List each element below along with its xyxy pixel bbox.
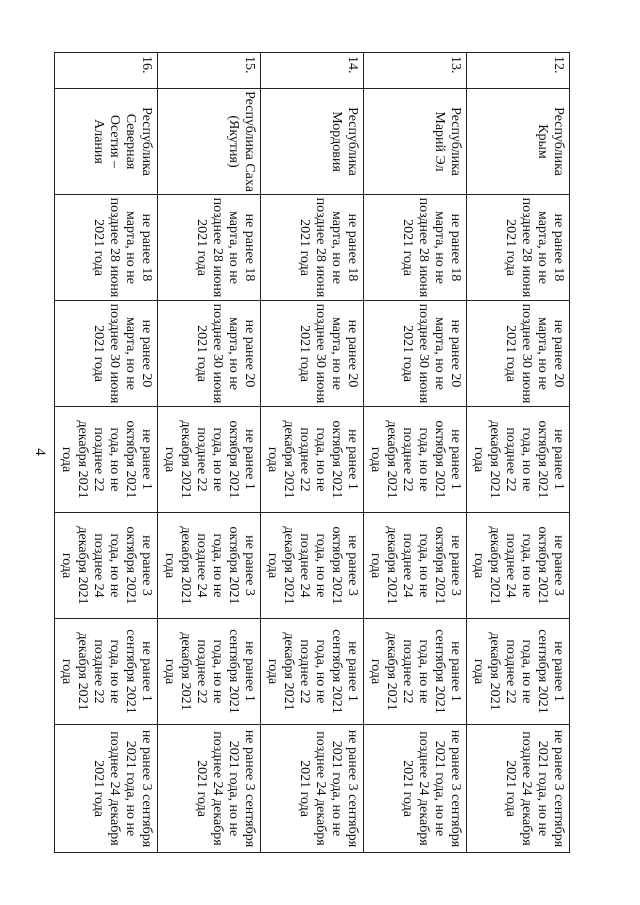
- row-number: 14.: [261, 53, 364, 89]
- period-cell: не ранее 3 октября 2021 года, но не позднее 24 декабря 2021 года: [55, 513, 158, 619]
- period-cell: не ранее 20 марта, но не позднее 30 июня 2021 года: [261, 301, 364, 407]
- period-cell: не ранее 3 сентября 2021 года, но не позднее 24 декабря 2021 года: [158, 725, 261, 853]
- period-cell: не ранее 18 марта, но не позднее 28 июня 2021 года: [261, 195, 364, 301]
- period-cell: не ранее 1 сентября 2021 года, но не позднее 22 декабря 2021 года: [261, 619, 364, 725]
- row-number: 16.: [55, 53, 158, 89]
- period-cell: не ранее 1 октября 2021 года, но не позднее 22 декабря 2021 года: [55, 407, 158, 513]
- period-cell: не ранее 1 октября 2021 года, но не позднее 22 декабря 2021 года: [158, 407, 261, 513]
- period-cell: не ранее 20 марта, но не позднее 30 июня 2021 года: [158, 301, 261, 407]
- period-cell: не ранее 20 марта, но не позднее 30 июня 2021 года: [364, 301, 467, 407]
- period-cell: не ранее 18 марта, но не позднее 28 июня 2021 года: [364, 195, 467, 301]
- rotated-table-container: [59, 52, 570, 852]
- row-number: 15.: [158, 53, 261, 89]
- period-cell: не ранее 3 сентября 2021 года, но не позднее 24 декабря 2021 года: [467, 725, 570, 853]
- period-cell: не ранее 1 октября 2021 года, но не позднее 22 декабря 2021 года: [467, 407, 570, 513]
- period-cell: не ранее 3 октября 2021 года, но не позднее 24 декабря 2021 года: [364, 513, 467, 619]
- region-name: Республика Марий Эл: [364, 89, 467, 195]
- period-cell: не ранее 18 марта, но не позднее 28 июня 2021 года: [467, 195, 570, 301]
- period-cell: не ранее 3 октября 2021 года, но не позднее 24 декабря 2021 года: [467, 513, 570, 619]
- table-row: [158, 53, 261, 853]
- period-cell: не ранее 1 сентября 2021 года, но не позднее 22 декабря 2021 года: [158, 619, 261, 725]
- region-name: Республика Саха (Якутия): [158, 89, 261, 195]
- page-number: 4: [32, 448, 48, 456]
- row-number: 13.: [364, 53, 467, 89]
- period-cell: не ранее 1 октября 2021 года, но не позднее 22 декабря 2021 года: [261, 407, 364, 513]
- table-row: [261, 53, 364, 853]
- period-cell: не ранее 1 октября 2021 года, но не позднее 22 декабря 2021 года: [364, 407, 467, 513]
- period-cell: не ранее 20 марта, но не позднее 30 июня 2021 года: [467, 301, 570, 407]
- table-row: [55, 53, 158, 853]
- region-name: Республика Крым: [467, 89, 570, 195]
- region-name: Республика Северная Осетия – Алания: [55, 89, 158, 195]
- period-cell: не ранее 1 сентября 2021 года, но не позднее 22 декабря 2021 года: [467, 619, 570, 725]
- period-cell: не ранее 3 сентября 2021 года, но не позднее 24 декабря 2021 года: [261, 725, 364, 853]
- period-cell: не ранее 1 сентября 2021 года, но не позднее 22 декабря 2021 года: [364, 619, 467, 725]
- period-cell: не ранее 18 марта, но не позднее 28 июня 2021 года: [55, 195, 158, 301]
- period-cell: не ранее 20 марта, но не позднее 30 июня 2021 года: [55, 301, 158, 407]
- period-cell: не ранее 3 сентября 2021 года, но не позднее 24 декабря 2021 года: [364, 725, 467, 853]
- period-cell: не ранее 3 сентября 2021 года, но не позднее 24 декабря 2021 года: [55, 725, 158, 853]
- period-cell: не ранее 3 октября 2021 года, но не позднее 24 декабря 2021 года: [261, 513, 364, 619]
- schedule-table: [54, 52, 570, 853]
- period-cell: не ранее 3 октября 2021 года, но не позднее 24 декабря 2021 года: [158, 513, 261, 619]
- table-row: [364, 53, 467, 853]
- period-cell: не ранее 18 марта, но не позднее 28 июня 2021 года: [158, 195, 261, 301]
- table-row: [467, 53, 570, 853]
- region-name: Республика Мордовия: [261, 89, 364, 195]
- row-number: 12.: [467, 53, 570, 89]
- period-cell: не ранее 1 сентября 2021 года, но не позднее 22 декабря 2021 года: [55, 619, 158, 725]
